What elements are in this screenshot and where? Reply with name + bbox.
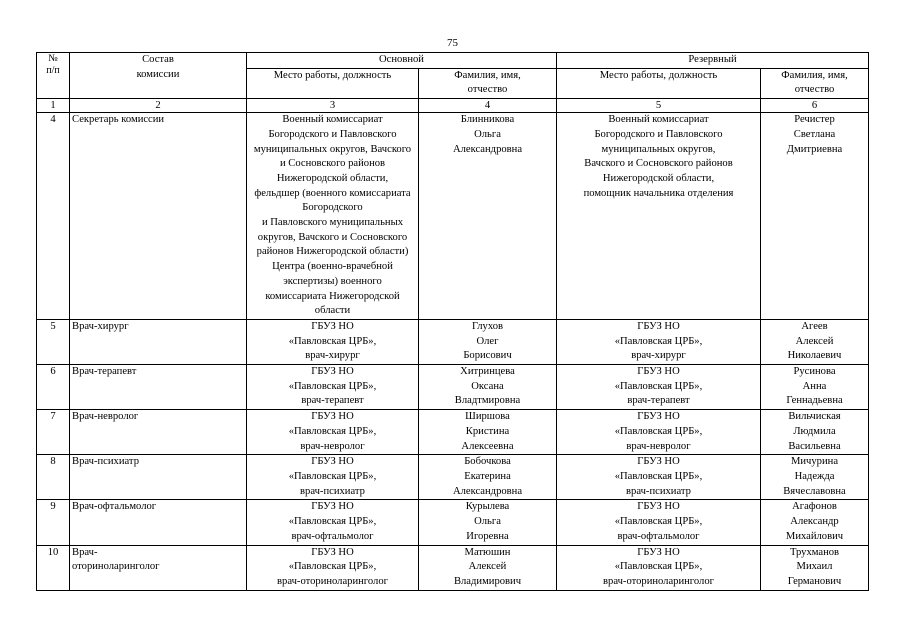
main-workplace: ГБУЗ НО «Павловская ЦРБ», врач-психиатр (247, 455, 419, 500)
header-reserve-fio: Фамилия, имя, отчество (761, 68, 869, 98)
commission-role: Секретарь комиссии (70, 113, 247, 320)
header-composition: Состав комиссии (70, 53, 247, 99)
main-fio: Блинникова Ольга Александровна (419, 113, 557, 320)
commission-role: Врач-терапевт (70, 365, 247, 410)
main-fio: Ширшова Кристина Алексеевна (419, 410, 557, 455)
commission-role: Врач-хирург (70, 319, 247, 364)
header-row-top (37, 53, 869, 69)
table-row (37, 545, 869, 590)
row-number: 7 (37, 410, 70, 455)
header-main-group: Основной (247, 53, 557, 69)
reserve-workplace: ГБУЗ НО «Павловская ЦРБ», врач-хирург (557, 319, 761, 364)
reserve-fio: Русинова Анна Геннадьевна (761, 365, 869, 410)
row-number: 5 (37, 319, 70, 364)
reserve-fio: Вильчиская Людмила Васильевна (761, 410, 869, 455)
reserve-fio: Мичурина Надежда Вячеславовна (761, 455, 869, 500)
main-workplace: ГБУЗ НО «Павловская ЦРБ», врач-невролог (247, 410, 419, 455)
row-number: 8 (37, 455, 70, 500)
column-number: 6 (761, 99, 869, 113)
column-number: 4 (419, 99, 557, 113)
main-fio: Хитринцева Оксана Владтмировна (419, 365, 557, 410)
table-row (37, 410, 869, 455)
main-fio: Курылева Ольга Игоревна (419, 500, 557, 545)
commission-table (36, 52, 869, 591)
column-number: 1 (37, 99, 70, 113)
main-workplace: ГБУЗ НО «Павловская ЦРБ», врач-офтальмолог (247, 500, 419, 545)
main-workplace: ГБУЗ НО «Павловская ЦРБ», врач-терапевт (247, 365, 419, 410)
commission-role: Врач-невролог (70, 410, 247, 455)
column-number: 3 (247, 99, 419, 113)
row-number: 6 (37, 365, 70, 410)
row-number: 10 (37, 545, 70, 590)
table-row (37, 455, 869, 500)
table-row (37, 319, 869, 364)
reserve-workplace: ГБУЗ НО «Павловская ЦРБ», врач-невролог (557, 410, 761, 455)
reserve-fio: Трухманов Михаил Германович (761, 545, 869, 590)
table-row (37, 500, 869, 545)
table-row (37, 365, 869, 410)
header-main-workplace: Место работы, должность (247, 68, 419, 98)
header-reserve-workplace: Место работы, должность (557, 68, 761, 98)
page-number: 75 (447, 37, 458, 49)
reserve-workplace: ГБУЗ НО «Павловская ЦРБ», врач-терапевт (557, 365, 761, 410)
commission-role: Врач- оториноларинголог (70, 545, 247, 590)
commission-role: Врач-психиатр (70, 455, 247, 500)
reserve-workplace: Военный комиссариат Богородского и Павловского муниципальных округов, Вачского и Сосновского районов Нижегородской области, помощник начальника отделения (557, 113, 761, 320)
column-number: 2 (70, 99, 247, 113)
reserve-fio: Агеев Алексей Николаевич (761, 319, 869, 364)
table-row (37, 113, 869, 320)
header-reserve-group: Резервный (557, 53, 869, 69)
main-fio: Бобочкова Екатерина Александровна (419, 455, 557, 500)
main-workplace: Военный комиссариат Богородского и Павловского муниципальных округов, Вачского и Сосновского районов Нижегородской области, фельдшер (военного комиссариата Богородского и Павловского муниципальных округов, Вачского и Сосновского районов Нижегородской области) Центра (военно-врачебной экспертизы) военного комиссариата Нижегородской области (247, 113, 419, 320)
header-main-fio: Фамилия, имя, отчество (419, 68, 557, 98)
column-number: 5 (557, 99, 761, 113)
reserve-fio: Речистер Светлана Дмитриевна (761, 113, 869, 320)
reserve-workplace: ГБУЗ НО «Павловская ЦРБ», врач-психиатр (557, 455, 761, 500)
main-workplace: ГБУЗ НО «Павловская ЦРБ», врач-оториноларинголог (247, 545, 419, 590)
reserve-fio: Агафонов Александр Михайлович (761, 500, 869, 545)
reserve-workplace: ГБУЗ НО «Павловская ЦРБ», врач-офтальмолог (557, 500, 761, 545)
commission-role: Врач-офтальмолог (70, 500, 247, 545)
main-fio: Глухов Олег Борисович (419, 319, 557, 364)
reserve-workplace: ГБУЗ НО «Павловская ЦРБ», врач-оториноларинголог (557, 545, 761, 590)
main-workplace: ГБУЗ НО «Павловская ЦРБ», врач-хирург (247, 319, 419, 364)
row-number: 4 (37, 113, 70, 320)
column-number-row (37, 99, 869, 113)
header-num: № п/п (37, 53, 70, 99)
main-fio: Матюшин Алексей Владимирович (419, 545, 557, 590)
row-number: 9 (37, 500, 70, 545)
